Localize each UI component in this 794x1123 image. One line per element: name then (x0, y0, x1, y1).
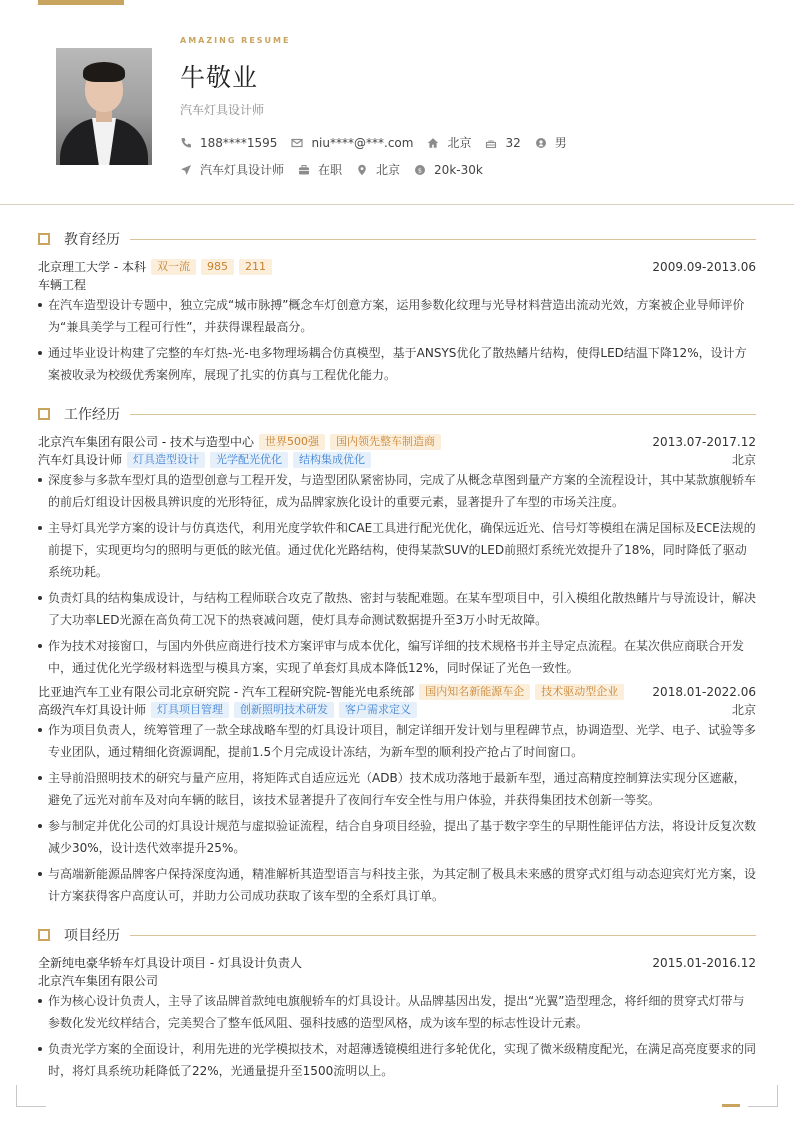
job-company-line (38, 433, 756, 450)
header-divider (0, 204, 794, 205)
section-divider (130, 239, 756, 240)
education-section-header (38, 231, 756, 247)
job-location: 北京 (731, 703, 756, 717)
company-tag: 国内领先整车制造商 (330, 434, 441, 450)
job-bullet: 负责灯具的结构集成设计，与结构工程师联合攻克了散热、密封与装配难题。在某车型项目中，引入模组化散热鳍片与导流设计，解决了大功率LED光源在高负荷工况下的热衰减问题，使灯具寿命测试数据提升至3万小时无故障。 (38, 587, 756, 631)
home-city-value: 北京 (447, 136, 472, 150)
contact-row (180, 134, 581, 151)
skill-tag: 光学配光优化 (210, 452, 288, 468)
target-city-value: 北京 (376, 163, 401, 177)
project-heading: 项目经历 (64, 928, 120, 944)
send-icon (180, 164, 192, 176)
education-school-line (38, 258, 756, 275)
briefcase-icon (298, 164, 310, 176)
job-bullet: 参与制定并优化公司的灯具设计规范与虚拟验证流程，结合自身项目经验，提出了基于数字孪生的早期性能评估方法，将设计反复次数减少30%，设计迭代效率提升25%。 (38, 815, 756, 859)
job-bullet: 与高端新能源品牌客户保持深度沟通，精准解析其造型语言与科技主张，为其定制了极具未来感的贯穿式灯组与动态迎宾灯光方案，设计方案获得客户高度认可，并助力公司成功获取了该车型的全系灯具订单。 (38, 863, 756, 907)
salary-value: 20k-30k (434, 162, 483, 177)
job-location: 北京 (731, 453, 756, 467)
education-major-line (38, 276, 756, 293)
school-tag: 985 (201, 259, 234, 275)
education-heading: 教育经历 (64, 232, 120, 248)
candidate-name: 牛敬业 (180, 63, 259, 92)
home-icon (427, 137, 439, 149)
section-square-icon (38, 929, 50, 941)
home-city-item (427, 134, 471, 151)
job-company: 比亚迪汽车工业有限公司北京研究院 - 汽车工程研究院-智能光电系统部 (38, 685, 415, 699)
project-bullet: 负责光学方案的全面设计，利用先进的光学模拟技术，对超薄透镜模组进行多轮优化，实现了微米级精度配光，在满足高亮度要求的同时，将灯具系统功耗降低了22%，光通量提升至1500流明以上。 (38, 1038, 756, 1082)
job-role-line (38, 451, 756, 468)
education-bullet: 通过毕业设计构建了完整的车灯热-光-电多物理场耦合仿真模型，基于ANSYS优化了散热鳍片结构，使得LED结温下降12%，设计方案被收录为校级优秀案例库，展现了扎实的仿真与工程优化能力。 (38, 342, 756, 386)
email-item (291, 136, 413, 150)
education-dates: 2009.09-2013.06 (652, 259, 756, 274)
gender-icon (535, 137, 547, 149)
project-bullet: 作为核心设计负责人，主导了该品牌首款纯电旗舰轿车的灯具设计。从品牌基因出发，提出“光翼”造型理念，将纤细的贯穿式灯带与参数化发光纹样结合，完美契合了整车低风阻、强科技感的造型风格，成为该车型的标志性设计元素。 (38, 990, 756, 1034)
status-item (298, 161, 342, 178)
section-square-icon (38, 233, 50, 245)
job-bullet: 主导灯具光学方案的设计与仿真迭代，利用光度学软件和CAE工具进行配光优化，确保远近光、信号灯等模组在满足国标及ECE法规的前提下，实现更均匀的照明与更低的眩光值。通过优化光路结构，使得某款SUV的LED前照灯系统光效提升了18%，同时降低了驱动系统功耗。 (38, 517, 756, 583)
page-corner-decoration (748, 1085, 778, 1107)
money-icon (414, 164, 426, 176)
education-major: 车辆工程 (38, 278, 87, 292)
skill-tag: 创新照明技术研发 (234, 702, 334, 718)
section-divider (130, 414, 756, 415)
age-item (485, 136, 520, 150)
age-value: 32 (505, 135, 521, 150)
job-company-line (38, 683, 756, 700)
job-bullet: 作为技术对接窗口，与国内外供应商进行技术方案评审与成本优化，编写详细的技术规格书并主导定点流程。在某次供应商联合开发中，通过优化光学级材料选型与模具方案，实现了单套灯具成本降低12%，同时保证了光色一致性。 (38, 635, 756, 679)
skill-tag: 结构集成优化 (293, 452, 371, 468)
mail-icon (291, 137, 303, 149)
salary-item (414, 163, 483, 177)
page-corner-decoration (16, 1085, 46, 1107)
work-section-header (38, 406, 756, 422)
target-job-value: 汽车灯具设计师 (200, 163, 285, 177)
school-tag: 双一流 (151, 259, 196, 275)
job-role-line (38, 701, 756, 718)
skill-tag: 灯具造型设计 (127, 452, 205, 468)
profile-photo (56, 48, 152, 165)
section-square-icon (38, 408, 50, 420)
company-tag: 技术驱动型企业 (535, 684, 624, 700)
phone-item (180, 136, 277, 150)
section-divider (130, 935, 756, 936)
resume-header (0, 0, 794, 205)
project-org: 北京汽车集团有限公司 (38, 974, 159, 988)
brand-label: AMAZING RESUME (180, 36, 291, 45)
job-company: 北京汽车集团有限公司 - 技术与造型中心 (38, 435, 254, 449)
candidate-title: 汽车灯具设计师 (180, 103, 265, 117)
project-section-header (38, 927, 756, 943)
target-job-item (180, 161, 284, 178)
job-role: 高级汽车灯具设计师 (38, 703, 147, 717)
project-title: 全新纯电豪华轿车灯具设计项目 - 灯具设计负责人 (38, 956, 302, 970)
email-value: niu****@***.com (311, 135, 414, 150)
company-tag: 国内知名新能源车企 (419, 684, 530, 700)
skill-tag: 灯具项目管理 (151, 702, 229, 718)
job-dates: 2013.07-2017.12 (652, 434, 756, 449)
phone-icon (180, 137, 192, 149)
target-city-item (356, 161, 400, 178)
svg-text:$: $ (417, 165, 423, 174)
location-icon (356, 164, 368, 176)
education-bullet: 在汽车造型设计专题中，独立完成“城市脉搏”概念车灯创意方案，运用参数化纹理与光导材料营造出流动光效，方案被企业导师评价为“兼具美学与工程可行性”，并获得课程最高分。 (38, 294, 756, 338)
project-org-line (38, 972, 756, 989)
gender-value: 男 (554, 136, 567, 150)
job-bullet: 深度参与多款车型灯具的造型创意与工程开发，与造型团队紧密协同，完成了从概念草图到量产方案的全流程设计，其中某款旗舰轿车的前后灯组设计因极具辨识度的光形特征，成为品牌家族化设计的重要元素，显著提升了车型的市场关注度。 (38, 469, 756, 513)
school-name: 北京理工大学 - 本科 (38, 260, 146, 274)
company-tag: 世界500强 (259, 434, 325, 450)
work-heading: 工作经历 (64, 407, 120, 423)
skill-tag: 客户需求定义 (339, 702, 417, 718)
project-dates: 2015.01-2016.12 (652, 955, 756, 970)
status-value: 在职 (318, 163, 343, 177)
gender-item (535, 134, 567, 151)
phone-value: 188****1595 (200, 135, 278, 150)
bottom-accent-bar (722, 1104, 740, 1107)
job-bullet: 作为项目负责人，统筹管理了一款全球战略车型的灯具设计项目，制定详细开发计划与里程碑节点，协调造型、光学、电子、试验等多专业团队，通过精细化资源调配，提前1.5个月完成设计冻结，为新车型的顺利投产抢占了时间窗口。 (38, 719, 756, 763)
project-title-line (38, 954, 756, 971)
cake-icon (485, 137, 497, 149)
school-tag: 211 (239, 259, 272, 275)
job-dates: 2018.01-2022.06 (652, 684, 756, 699)
job-bullet: 主导前沿照明技术的研究与量产应用，将矩阵式自适应远光（ADB）技术成功落地于最新车型，通过高精度控制算法实现分区遮蔽，避免了远光对前车及对向车辆的眩目，该技术显著提升了夜间行车安全性与用户体验，并获得集团技术创新一等奖。 (38, 767, 756, 811)
job-role: 汽车灯具设计师 (38, 453, 123, 467)
job-intent-row (180, 161, 497, 178)
